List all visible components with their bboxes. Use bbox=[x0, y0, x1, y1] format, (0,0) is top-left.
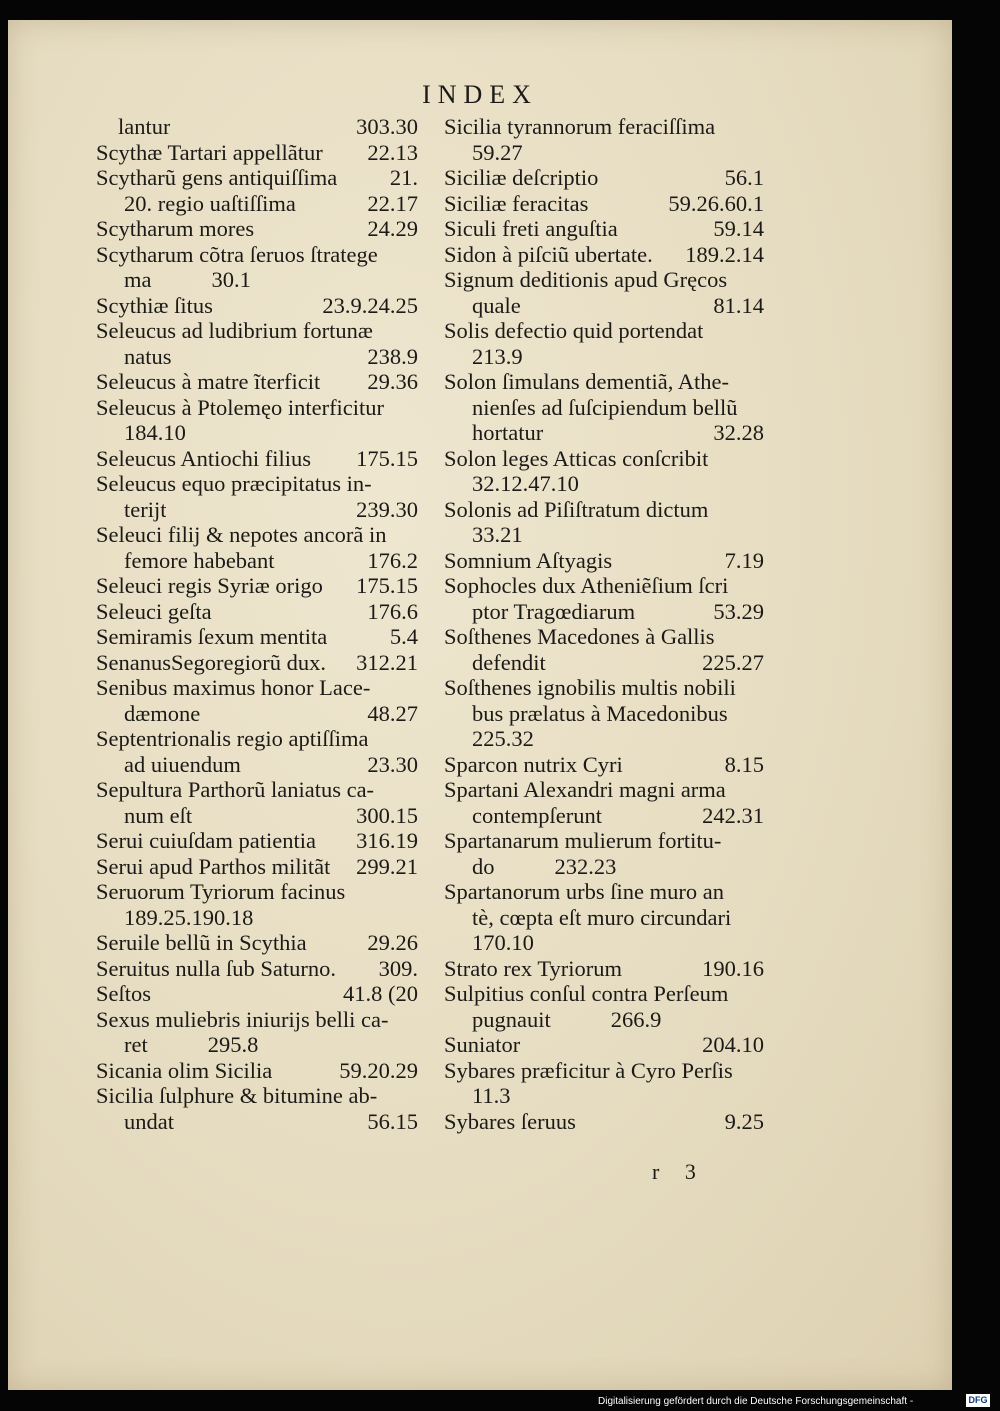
index-entry bbox=[96, 293, 418, 319]
index-entry-text: undat bbox=[124, 1108, 174, 1134]
index-entry-page: 21. bbox=[389, 165, 418, 190]
index-entry bbox=[96, 854, 418, 880]
index-entry-page: 7.19 bbox=[724, 547, 764, 573]
index-entry-page bbox=[758, 522, 764, 548]
index-entry bbox=[444, 1109, 764, 1135]
index-entry-page bbox=[758, 497, 764, 523]
index-entry bbox=[96, 165, 418, 191]
index-entry-text: Suniator bbox=[444, 1032, 521, 1057]
index-entry bbox=[444, 267, 764, 293]
index-entry-page: 9.25 bbox=[724, 1108, 764, 1134]
index-entry bbox=[96, 599, 418, 625]
index-entry-page bbox=[758, 267, 764, 293]
index-entry-page: 295.8 bbox=[207, 1032, 259, 1057]
index-entry bbox=[96, 114, 418, 140]
index-entry bbox=[96, 981, 418, 1007]
index-entry-text: terijt bbox=[124, 496, 167, 522]
index-entry-page: 239.30 bbox=[356, 496, 418, 522]
index-entry-page bbox=[758, 446, 764, 472]
index-entry-text: tè, cœpta eſt muro circundari bbox=[472, 904, 732, 930]
index-entry bbox=[444, 650, 764, 676]
index-entry-page bbox=[758, 930, 764, 956]
index-entry-text: 170.10 bbox=[472, 930, 534, 955]
index-entry-page: 299.21 bbox=[356, 853, 418, 879]
index-entry bbox=[96, 930, 418, 956]
index-entry-text: Signum deditionis apud Gręcos bbox=[444, 267, 728, 292]
index-entry-page bbox=[412, 777, 418, 803]
index-entry-page bbox=[412, 420, 418, 446]
index-entry-text: hortatur bbox=[472, 420, 544, 445]
index-entry-page bbox=[758, 318, 764, 344]
index-entry-page: 29.26 bbox=[367, 930, 418, 955]
index-entry-page: 22.17 bbox=[367, 190, 418, 216]
index-entry bbox=[96, 828, 418, 854]
index-entry-page: 238.9 bbox=[367, 343, 418, 369]
index-entry-page bbox=[758, 471, 764, 497]
index-entry-text: Soſthenes ignobilis multis nobili bbox=[444, 675, 736, 700]
index-entry bbox=[96, 497, 418, 523]
index-entry bbox=[96, 726, 418, 752]
index-entry-text: natus bbox=[124, 343, 172, 369]
index-entry-text: defendit bbox=[472, 649, 546, 675]
index-entry-text: ad uiuendum bbox=[124, 751, 241, 777]
index-entry-text: Somnium Aſtyagis bbox=[444, 547, 613, 573]
index-entry-text: 11.3 bbox=[472, 1083, 511, 1108]
index-entry-text: do bbox=[472, 853, 495, 879]
index-entry-text: Spartanorum urbs ſine muro an bbox=[444, 879, 724, 904]
index-entry bbox=[444, 293, 764, 319]
index-entry-text: Sybares præficitur à Cyro Perſis bbox=[444, 1057, 733, 1083]
index-entry-page: 22.13 bbox=[367, 139, 418, 165]
index-entry-page bbox=[412, 395, 418, 421]
index-entry bbox=[96, 395, 418, 421]
index-entry-page: 81.14 bbox=[713, 292, 764, 318]
index-entry-page: 59.20.29 bbox=[339, 1057, 418, 1083]
index-entry-text: 32.12.47.10 bbox=[472, 471, 579, 496]
index-entry bbox=[96, 573, 418, 599]
dfg-logo: DFG bbox=[966, 1394, 990, 1407]
index-entry-text: 33.21 bbox=[472, 522, 523, 547]
index-entry bbox=[444, 242, 764, 268]
index-entry bbox=[96, 777, 418, 803]
index-entry bbox=[96, 879, 418, 905]
index-entry-text: 213.9 bbox=[472, 343, 523, 369]
index-entry-text: contempſerunt bbox=[472, 802, 602, 828]
index-entry-page: 41.8 (20 bbox=[343, 981, 418, 1006]
index-entry-page: 309. bbox=[378, 955, 418, 981]
index-entry-page: 190.16 bbox=[702, 955, 764, 981]
page-header: INDEX bbox=[422, 80, 538, 109]
index-entry bbox=[96, 548, 418, 574]
index-entry bbox=[444, 752, 764, 778]
index-entry-page: 23.9.24.25 bbox=[322, 292, 418, 318]
index-entry-page bbox=[758, 726, 764, 752]
index-entry bbox=[444, 420, 764, 446]
index-entry-text: Scytharũ gens antiquiſſima bbox=[96, 165, 338, 190]
index-entry-page: 266.9 bbox=[610, 1006, 662, 1032]
index-entry-text: Seleuci geſta bbox=[96, 598, 212, 624]
index-entry-text: Seruile bellũ in Scythia bbox=[96, 930, 307, 955]
index-entry-page bbox=[758, 140, 764, 166]
index-entry-text: pugnauit bbox=[472, 1006, 551, 1032]
index-entry bbox=[96, 471, 418, 497]
index-entry bbox=[444, 701, 764, 727]
index-entry bbox=[96, 446, 418, 472]
index-entry bbox=[444, 471, 764, 497]
index-column-left bbox=[96, 114, 418, 1134]
index-entry bbox=[96, 140, 418, 166]
index-entry-text: Siculi freti anguſtia bbox=[444, 216, 618, 241]
index-entry bbox=[96, 522, 418, 548]
index-entry bbox=[444, 1007, 764, 1033]
index-entry-text: femore habebant bbox=[124, 547, 275, 573]
index-entry bbox=[444, 956, 764, 982]
index-entry bbox=[96, 803, 418, 829]
index-entry-page bbox=[758, 981, 764, 1007]
index-entry bbox=[96, 369, 418, 395]
index-entry-text: Scytharum mores bbox=[96, 216, 255, 241]
index-entry-text: Septentrionalis regio aptiſſima bbox=[96, 726, 369, 751]
index-entry bbox=[444, 828, 764, 854]
index-entry-page: 59.26.60.1 bbox=[668, 190, 764, 216]
index-entry bbox=[444, 624, 764, 650]
index-entry bbox=[444, 446, 764, 472]
index-entry-page: 48.27 bbox=[367, 700, 418, 726]
index-entry-text: Sophocles dux Atheniẽſium ſcri bbox=[444, 573, 729, 598]
index-entry-text: Seleucus Antiochi filius bbox=[96, 445, 311, 471]
index-entry-text: lantur bbox=[118, 114, 171, 139]
index-entry-page bbox=[412, 522, 418, 548]
index-entry-text: 184.10 bbox=[124, 420, 186, 445]
index-entry-page: 59.14 bbox=[713, 216, 764, 241]
index-entry bbox=[96, 905, 418, 931]
index-entry-text: Serui apud Parthos militãt bbox=[96, 853, 331, 879]
index-entry-text: Sicilia tyrannorum feraciſſima bbox=[444, 114, 716, 139]
index-entry bbox=[444, 879, 764, 905]
index-entry-text: ptor Tragœdiarum bbox=[472, 598, 636, 624]
index-entry-page: 29.36 bbox=[367, 369, 418, 394]
index-entry-text: Semiramis ſexum mentita bbox=[96, 624, 328, 649]
index-entry-page: 24.29 bbox=[367, 216, 418, 241]
index-entry-page bbox=[758, 1058, 764, 1084]
index-entry-text: Spartani Alexandri magni arma bbox=[444, 777, 726, 802]
index-entry-text: Siciliæ feracitas bbox=[444, 190, 589, 216]
index-entry-text: Siciliæ deſcriptio bbox=[444, 165, 599, 190]
index-entry-page: 225.27 bbox=[702, 649, 764, 675]
index-entry-page: 232.23 bbox=[554, 853, 617, 879]
index-entry bbox=[96, 1032, 418, 1058]
index-entry bbox=[96, 701, 418, 727]
index-entry-text: Serui cuiuſdam patientia bbox=[96, 828, 316, 853]
index-entry-text: Sparcon nutrix Cyri bbox=[444, 751, 623, 777]
index-entry-page bbox=[758, 1083, 764, 1109]
index-entry-page: 242.31 bbox=[702, 802, 764, 828]
index-entry-text: Seleucus ad ludibrium fortunæ bbox=[96, 318, 373, 343]
index-entry bbox=[96, 242, 418, 268]
index-entry bbox=[444, 905, 764, 931]
index-entry-text: 59.27 bbox=[472, 139, 523, 165]
index-entry bbox=[444, 726, 764, 752]
index-entry-text: Sidon à piſciũ ubertate. bbox=[444, 241, 653, 267]
index-entry-text: Spartanarum mulierum fortitu‑ bbox=[444, 828, 722, 853]
index-entry bbox=[96, 344, 418, 370]
index-entry-page: 32.28 bbox=[713, 420, 764, 445]
index-entry-text: dæmone bbox=[124, 700, 201, 726]
index-entry-page bbox=[412, 726, 418, 752]
index-entry-text: Scythæ Tartari appellãtur bbox=[96, 139, 323, 165]
index-entry-text: Sicilia ſulphure & bitumine ab‑ bbox=[96, 1083, 378, 1108]
index-entry-page: 204.10 bbox=[702, 1032, 764, 1057]
index-entry-page: 175.15 bbox=[356, 573, 418, 598]
index-entry bbox=[444, 497, 764, 523]
index-column-right bbox=[444, 114, 764, 1134]
index-entry bbox=[444, 777, 764, 803]
index-entry bbox=[444, 1058, 764, 1084]
index-entry-page: 175.15 bbox=[356, 445, 418, 471]
index-entry-text: 20. regio uaſtiſſima bbox=[124, 190, 296, 216]
index-entry bbox=[96, 191, 418, 217]
index-entry-page bbox=[758, 573, 764, 599]
index-entry-text: Sulpitius conſul contra Perſeum bbox=[444, 981, 729, 1006]
index-entry bbox=[444, 930, 764, 956]
index-entry-page bbox=[412, 905, 418, 931]
index-entry bbox=[96, 1083, 418, 1109]
index-entry bbox=[444, 854, 764, 880]
index-entry-page: 23.30 bbox=[367, 751, 418, 777]
index-entry-page: 5.4 bbox=[389, 624, 418, 649]
index-entry bbox=[444, 395, 764, 421]
index-entry bbox=[444, 548, 764, 574]
index-entry-page: 300.15 bbox=[356, 802, 418, 828]
index-entry-page bbox=[412, 318, 418, 344]
index-entry-text: ma bbox=[124, 267, 152, 292]
index-entry-text: Seleucus à matre ĩterficit bbox=[96, 369, 321, 394]
index-entry-text: nienſes ad ſuſcipiendum bellũ bbox=[472, 394, 738, 420]
index-entry bbox=[444, 803, 764, 829]
index-entry bbox=[96, 624, 418, 650]
index-entry-page bbox=[758, 701, 764, 727]
index-entry bbox=[444, 318, 764, 344]
index-entry-page bbox=[758, 675, 764, 701]
index-entry bbox=[444, 165, 764, 191]
index-entry-page bbox=[412, 1007, 418, 1033]
index-entry-page bbox=[412, 675, 418, 701]
index-entry-page: 30.1 bbox=[211, 267, 251, 292]
index-entry-text: Strato rex Tyriorum bbox=[444, 955, 622, 981]
index-entry bbox=[444, 675, 764, 701]
index-entry-text: Solon leges Atticas conſcribit bbox=[444, 445, 709, 471]
index-entry-page: 176.2 bbox=[367, 547, 418, 573]
index-entry bbox=[96, 1007, 418, 1033]
index-entry-page bbox=[758, 828, 764, 854]
index-entry-page bbox=[412, 1083, 418, 1109]
index-entry bbox=[96, 420, 418, 446]
index-entry-page: 53.29 bbox=[713, 598, 764, 624]
index-entry bbox=[96, 956, 418, 982]
index-entry bbox=[444, 1083, 764, 1109]
index-entry-page bbox=[758, 624, 764, 650]
index-entry-page: 56.1 bbox=[724, 165, 764, 190]
index-entry-page: 8.15 bbox=[724, 751, 764, 777]
index-entry-text: Seleuci filij & nepotes ancorã in bbox=[96, 522, 387, 547]
index-entry-text: Seſtos bbox=[96, 981, 152, 1006]
index-entry-page: 189.2.14 bbox=[685, 241, 764, 267]
index-entry-text: Scythiæ ſitus bbox=[96, 292, 213, 318]
index-entry bbox=[444, 114, 764, 140]
index-entry bbox=[96, 267, 418, 293]
index-entry-text: Solon ſimulans dementiã, Athe‑ bbox=[444, 369, 729, 394]
index-entry-text: Sybares ſeruus bbox=[444, 1108, 576, 1134]
index-entry-text: ret bbox=[124, 1032, 148, 1057]
index-entry bbox=[444, 573, 764, 599]
signature-mark: r 3 bbox=[652, 1159, 706, 1184]
index-entry bbox=[96, 318, 418, 344]
index-entry-text: num eſt bbox=[124, 802, 193, 828]
index-entry-page bbox=[412, 879, 418, 905]
index-entry-page bbox=[758, 369, 764, 395]
index-entry-page bbox=[758, 777, 764, 803]
index-entry-page: 312.21 bbox=[356, 649, 418, 675]
index-entry-text: Scytharum cõtra ſeruos ſtratege bbox=[96, 241, 378, 267]
index-entry-text: Sicania olim Sicilia bbox=[96, 1057, 273, 1083]
index-entry-text: 189.25.190.18 bbox=[124, 904, 254, 930]
index-entry-text: SenanusSegoregiorũ dux. bbox=[96, 649, 326, 675]
index-entry bbox=[444, 522, 764, 548]
index-entry-text: Seruitus nulla ſub Saturno. bbox=[96, 955, 336, 981]
index-entry-text: Sepultura Parthorũ laniatus ca‑ bbox=[96, 777, 375, 802]
index-entry-page: 303.30 bbox=[356, 114, 418, 139]
index-entry bbox=[96, 1109, 418, 1135]
index-entry-page bbox=[758, 879, 764, 905]
index-entry-text: Seleucus equo præcipitatus in‑ bbox=[96, 471, 372, 496]
index-entry bbox=[444, 140, 764, 166]
index-entry-text: Seleucus à Ptolemęo interficitur bbox=[96, 394, 385, 420]
index-entry-text: Seruorum Tyriorum facinus bbox=[96, 879, 346, 904]
index-entry-page bbox=[758, 344, 764, 370]
index-entry-text: Solis defectio quid portendat bbox=[444, 318, 704, 343]
index-entry bbox=[96, 752, 418, 778]
index-entry-text: quale bbox=[472, 292, 521, 318]
index-entry bbox=[444, 1032, 764, 1058]
index-entry-page bbox=[412, 471, 418, 497]
index-entry bbox=[444, 216, 764, 242]
index-entry-text: Sexus muliebris iniurijs belli ca‑ bbox=[96, 1006, 389, 1032]
index-entry bbox=[96, 650, 418, 676]
index-entry-text: Solonis ad Piſiſtratum dictum bbox=[444, 496, 709, 522]
index-entry-page bbox=[758, 905, 764, 931]
index-entry bbox=[444, 981, 764, 1007]
index-entry bbox=[96, 675, 418, 701]
index-entry-text: bus prælatus à Macedonibus bbox=[472, 700, 728, 726]
index-entry-page: 176.6 bbox=[367, 598, 418, 624]
index-entry-page bbox=[758, 395, 764, 421]
book-page bbox=[8, 20, 952, 1390]
index-entry bbox=[96, 1058, 418, 1084]
index-entry-page: 316.19 bbox=[356, 828, 418, 853]
index-entry-text: Soſthenes Macedones à Gallis bbox=[444, 624, 715, 649]
index-entry-text: Seleuci regis Syriæ origo bbox=[96, 573, 323, 598]
index-entry bbox=[444, 599, 764, 625]
index-entry-page: 56.15 bbox=[367, 1108, 418, 1134]
index-entry bbox=[444, 344, 764, 370]
index-entry-page bbox=[758, 114, 764, 140]
index-entry-page bbox=[412, 242, 418, 268]
digitization-credit: Digitalisierung gefördert durch die Deutsche Forschungsgemeinschaft - bbox=[598, 1396, 914, 1407]
index-entry bbox=[444, 191, 764, 217]
index-entry bbox=[444, 369, 764, 395]
index-entry-text: 225.32 bbox=[472, 726, 534, 751]
index-entry bbox=[96, 216, 418, 242]
index-entry-text: Senibus maximus honor Lace‑ bbox=[96, 675, 371, 700]
